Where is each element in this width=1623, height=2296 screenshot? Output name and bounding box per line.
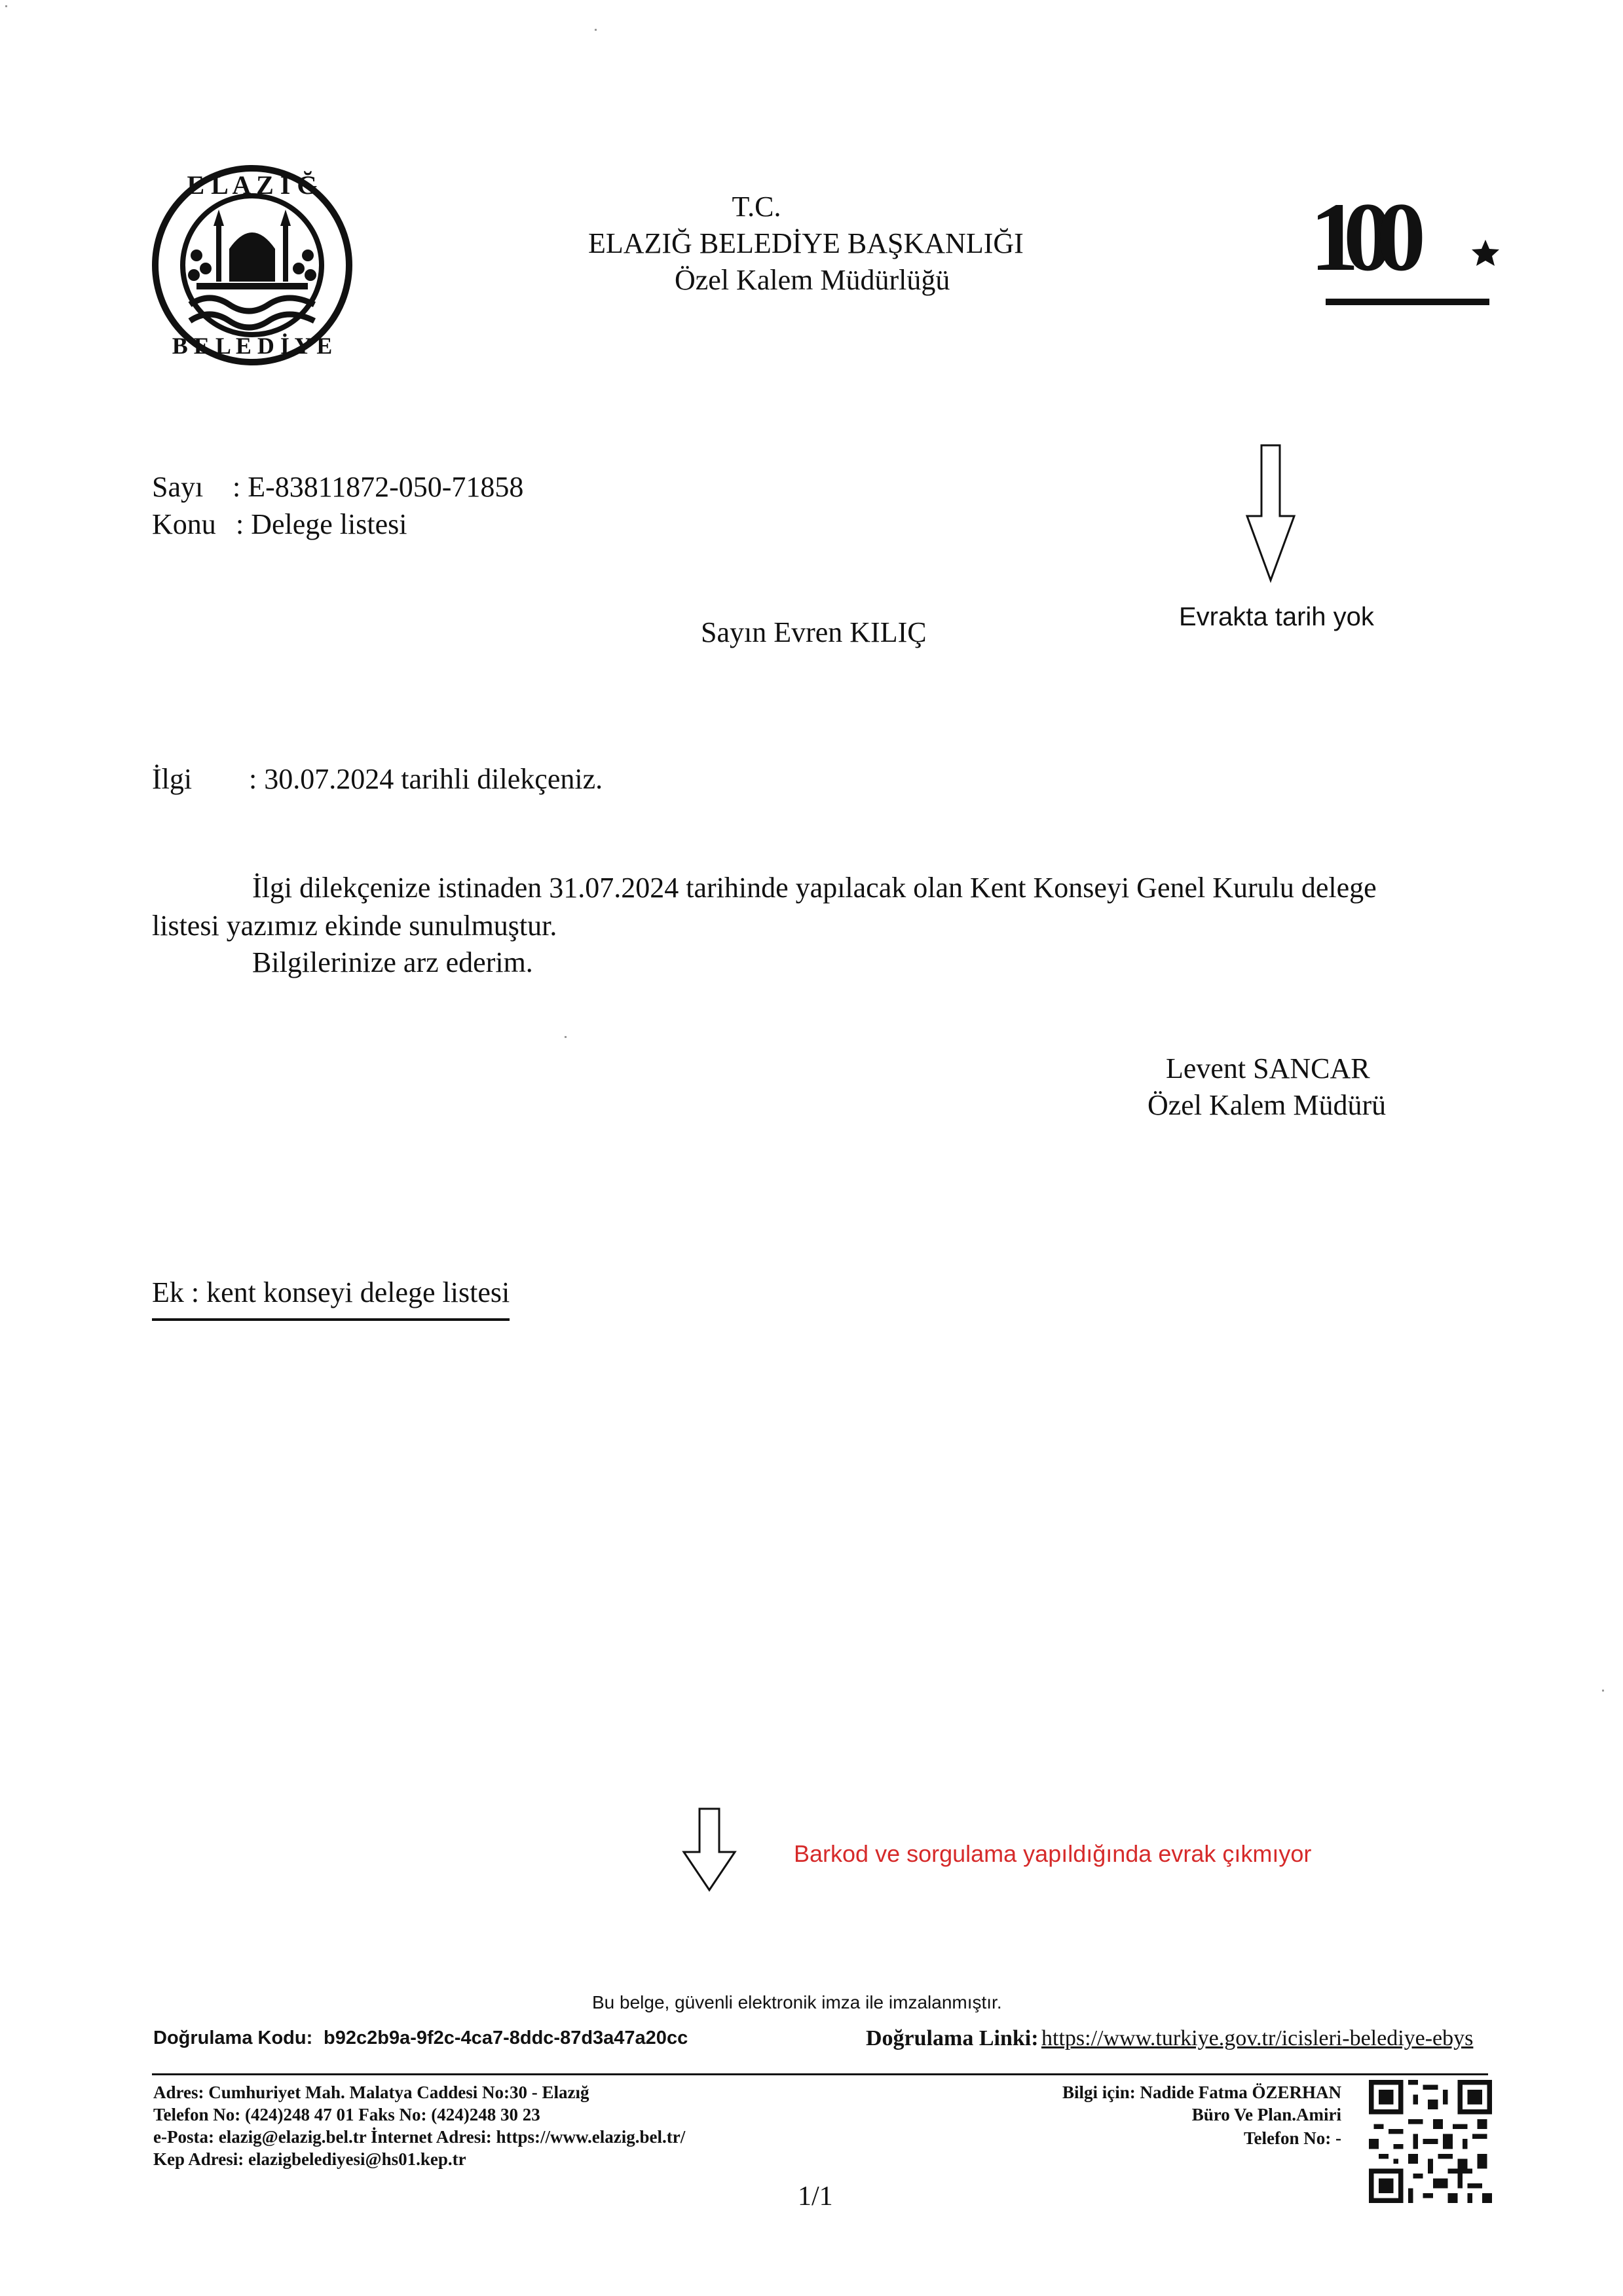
esign-note: Bu belge, güvenli elektronik imza ile imzalanmıştır. <box>592 1992 1002 2012</box>
qr-code-icon[interactable] <box>1369 2080 1492 2203</box>
body-paragraph-line1: İlgi dilekçenize istinaden 31.07.2024 tarihinde yapılacak olan Kent Konseyi Genel Kurulu delege <box>252 872 1377 904</box>
svg-text:E L A Z I Ğ: E L A Z I Ğ <box>187 170 318 200</box>
header-department: Özel Kalem Müdürlüğü <box>675 264 950 296</box>
footer-phone: Telefon No: (424)248 47 01 Faks No: (424)248 30 23 <box>153 2105 540 2124</box>
barcode-note: Barkod ve sorgulama yapıldığında evrak çıkmıyor <box>794 1840 1312 1867</box>
signatory-title: Özel Kalem Müdürü <box>1147 1089 1387 1121</box>
down-arrow-icon <box>681 1807 737 1893</box>
page-number: 1/1 <box>798 2181 833 2212</box>
konu-value: : Delege listesi <box>236 508 407 540</box>
footer-address: Adres: Cumhuriyet Mah. Malatya Caddesi No:30 - Elazığ <box>153 2083 589 2102</box>
verify-link-label: Doğrulama Linki: <box>866 2026 1039 2050</box>
verify-code-label: Doğrulama Kodu: <box>153 2028 313 2048</box>
scan-speck <box>565 1036 567 1038</box>
footer-info-contact: Bilgi için: Nadide Fatma ÖZERHAN <box>1062 2083 1341 2102</box>
attachment-line: Ek : kent konseyi delege listesi <box>152 1276 510 1321</box>
signatory-name: Levent SANCAR <box>1166 1052 1370 1084</box>
header-tc: T.C. <box>732 191 781 223</box>
sayi-value: : E-83811872-050-71858 <box>233 471 524 503</box>
body-paragraph-line2: listesi yazımız ekinde sunulmuştur. <box>152 910 557 942</box>
ilgi-label: İlgi <box>152 763 193 795</box>
scan-speck <box>5 5 7 7</box>
ilgi-value: : 30.07.2024 tarihli dilekçeniz. <box>249 763 603 795</box>
scan-speck <box>1602 1690 1604 1692</box>
sayi-label: Sayı <box>152 471 204 503</box>
centennial-logo <box>1310 196 1506 327</box>
verify-code: b92c2b9a-9f2c-4ca7-8ddc-87d3a47a20cc <box>324 2028 688 2048</box>
footer-kep: Kep Adresi: elazigbelediyesi@hs01.kep.tr <box>153 2149 466 2169</box>
header-institution: ELAZIĞ BELEDİYE BAŞKANLIĞI <box>588 227 1024 259</box>
no-date-note: Evrakta tarih yok <box>1179 602 1374 631</box>
svg-text:100: 100 <box>1310 196 1410 291</box>
footer-info-phone: Telefon No: - <box>1244 2128 1341 2148</box>
recipient: Sayın Evren KILIÇ <box>701 616 927 648</box>
footer-info-title: Büro Ve Plan.Amiri <box>1191 2105 1341 2124</box>
verify-link[interactable]: https://www.turkiye.gov.tr/icisleri-belediye-ebys <box>1041 2026 1474 2050</box>
scan-speck <box>595 29 597 31</box>
svg-text:B E L E D İ Y E: B E L E D İ Y E <box>172 333 333 359</box>
body-closing: Bilgilerinize arz ederim. <box>252 946 533 978</box>
footer-divider <box>152 2073 1488 2075</box>
down-arrow-icon <box>1244 444 1297 583</box>
footer-email: e-Posta: elazig@elazig.bel.tr İnternet Adresi: https://www.elazig.bel.tr/ <box>153 2127 686 2147</box>
municipality-seal-logo <box>151 164 354 367</box>
konu-label: Konu <box>152 508 216 540</box>
